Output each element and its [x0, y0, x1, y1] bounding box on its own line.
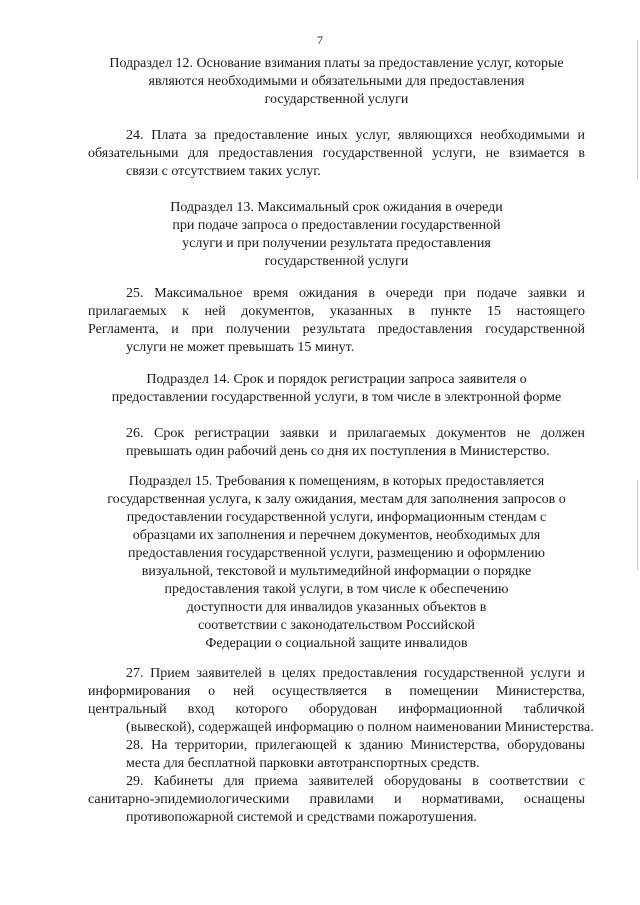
heading-line: предоставления государственной услуги, размещению и оформлению	[128, 546, 545, 561]
paragraph-line: связи с отсутствием таких услуг.	[126, 164, 321, 179]
heading-line: соответствии с законодательством Российской	[198, 618, 475, 633]
paragraph-27	[88, 665, 594, 737]
heading-line: являются необходимыми и обязательными для предоставления	[148, 74, 525, 89]
paragraph-line: места для бесплатной парковки автотранспортных средств.	[126, 756, 480, 771]
subsection-14-heading	[88, 371, 585, 407]
heading-line: при подаче запроса о предоставлении государственной	[172, 218, 501, 233]
heading-line: Федерации о социальной защите инвалидов	[205, 636, 468, 651]
heading-line: предоставления такой услуги, в том числе к обеспечению	[164, 582, 509, 597]
scan-edge-mark	[637, 40, 638, 180]
heading-line: государственной услуги	[264, 92, 409, 107]
heading-line: услуги и при получении результата предоставления	[182, 236, 491, 251]
paragraph-line: Регламента, и при получении результата предоставления государственной	[88, 322, 585, 337]
heading-line: государственная услуга, к залу ожидания, местам для заполнения запросов о	[107, 492, 566, 507]
paragraph-line: 27. Прием заявителей в целях предоставления государственной услуги и	[126, 666, 585, 681]
paragraph-line: 24. Плата за предоставление иных услуг, являющихся необходимыми и	[126, 128, 585, 143]
paragraph-25	[88, 285, 585, 357]
paragraph-line: 25. Максимальное время ожидания в очереди при подаче заявки и	[126, 286, 585, 301]
paragraph-line: обязательными для предоставления государственной услуги, не взимается в	[88, 146, 585, 161]
heading-line: предоставлении государственной услуги, в том числе в электронной форме	[111, 390, 562, 405]
paragraph-line: информирования о ней осуществляется в помещении Министерства,	[88, 684, 585, 699]
paragraph-line: превышать один рабочий день со дня их поступления в Министерство.	[126, 444, 550, 459]
paragraph-29	[88, 773, 585, 827]
heading-line: Подраздел 12. Основание взимания платы за предоставление услуг, которые	[109, 56, 564, 71]
heading-line: Подраздел 15. Требования к помещениям, в которых предоставляется	[128, 474, 545, 489]
paragraph-28	[88, 737, 585, 773]
subsection-13-heading	[88, 199, 585, 271]
paragraph-line: услуги не может превышать 15 минут.	[126, 340, 355, 355]
paragraph-line: противопожарной системой и средствами пожаротушения.	[126, 810, 477, 825]
heading-line: государственной услуги	[264, 254, 409, 269]
heading-line: Подраздел 14. Срок и порядок регистрации запроса заявителя о	[146, 372, 527, 387]
paragraph-line: 28. На территории, прилегающей к зданию Министерства, оборудованы	[126, 738, 585, 753]
paragraph-line: 29. Кабинеты для приема заявителей оборудованы в соответствии с	[126, 774, 585, 789]
paragraph-line: санитарно-эпидемиологическими правилами и нормативами, оснащены	[88, 792, 585, 807]
page-number: 7	[317, 33, 323, 47]
heading-line: предоставлении государственной услуги, информационным стендам с	[126, 510, 547, 525]
subsection-12-heading	[88, 55, 585, 109]
heading-line: визуальной, текстовой и мультимедийной информации о порядке	[141, 564, 532, 579]
subsection-15-heading	[88, 473, 585, 653]
paragraph-line: 26. Срок регистрации заявки и прилагаемых документов не должен	[126, 426, 585, 441]
heading-line: образцами их заполнения и перечнем документов, необходимых для	[132, 528, 541, 543]
paragraph-24	[88, 127, 585, 181]
heading-line: Подраздел 13. Максимальный срок ожидания в очереди	[170, 200, 503, 215]
heading-line: доступности для инвалидов указанных объектов в	[186, 600, 487, 615]
paragraph-26	[88, 425, 585, 461]
paragraph-line: прилагаемых к ней документов, указанных в пункте 15 настоящего	[88, 304, 585, 319]
paragraph-line: (вывеской), содержащей информацию о полном наименовании Министерства.	[126, 720, 594, 735]
scan-edge-mark	[637, 480, 638, 570]
paragraph-line: центральный вход которого оборудован информационной табличкой	[88, 702, 585, 717]
